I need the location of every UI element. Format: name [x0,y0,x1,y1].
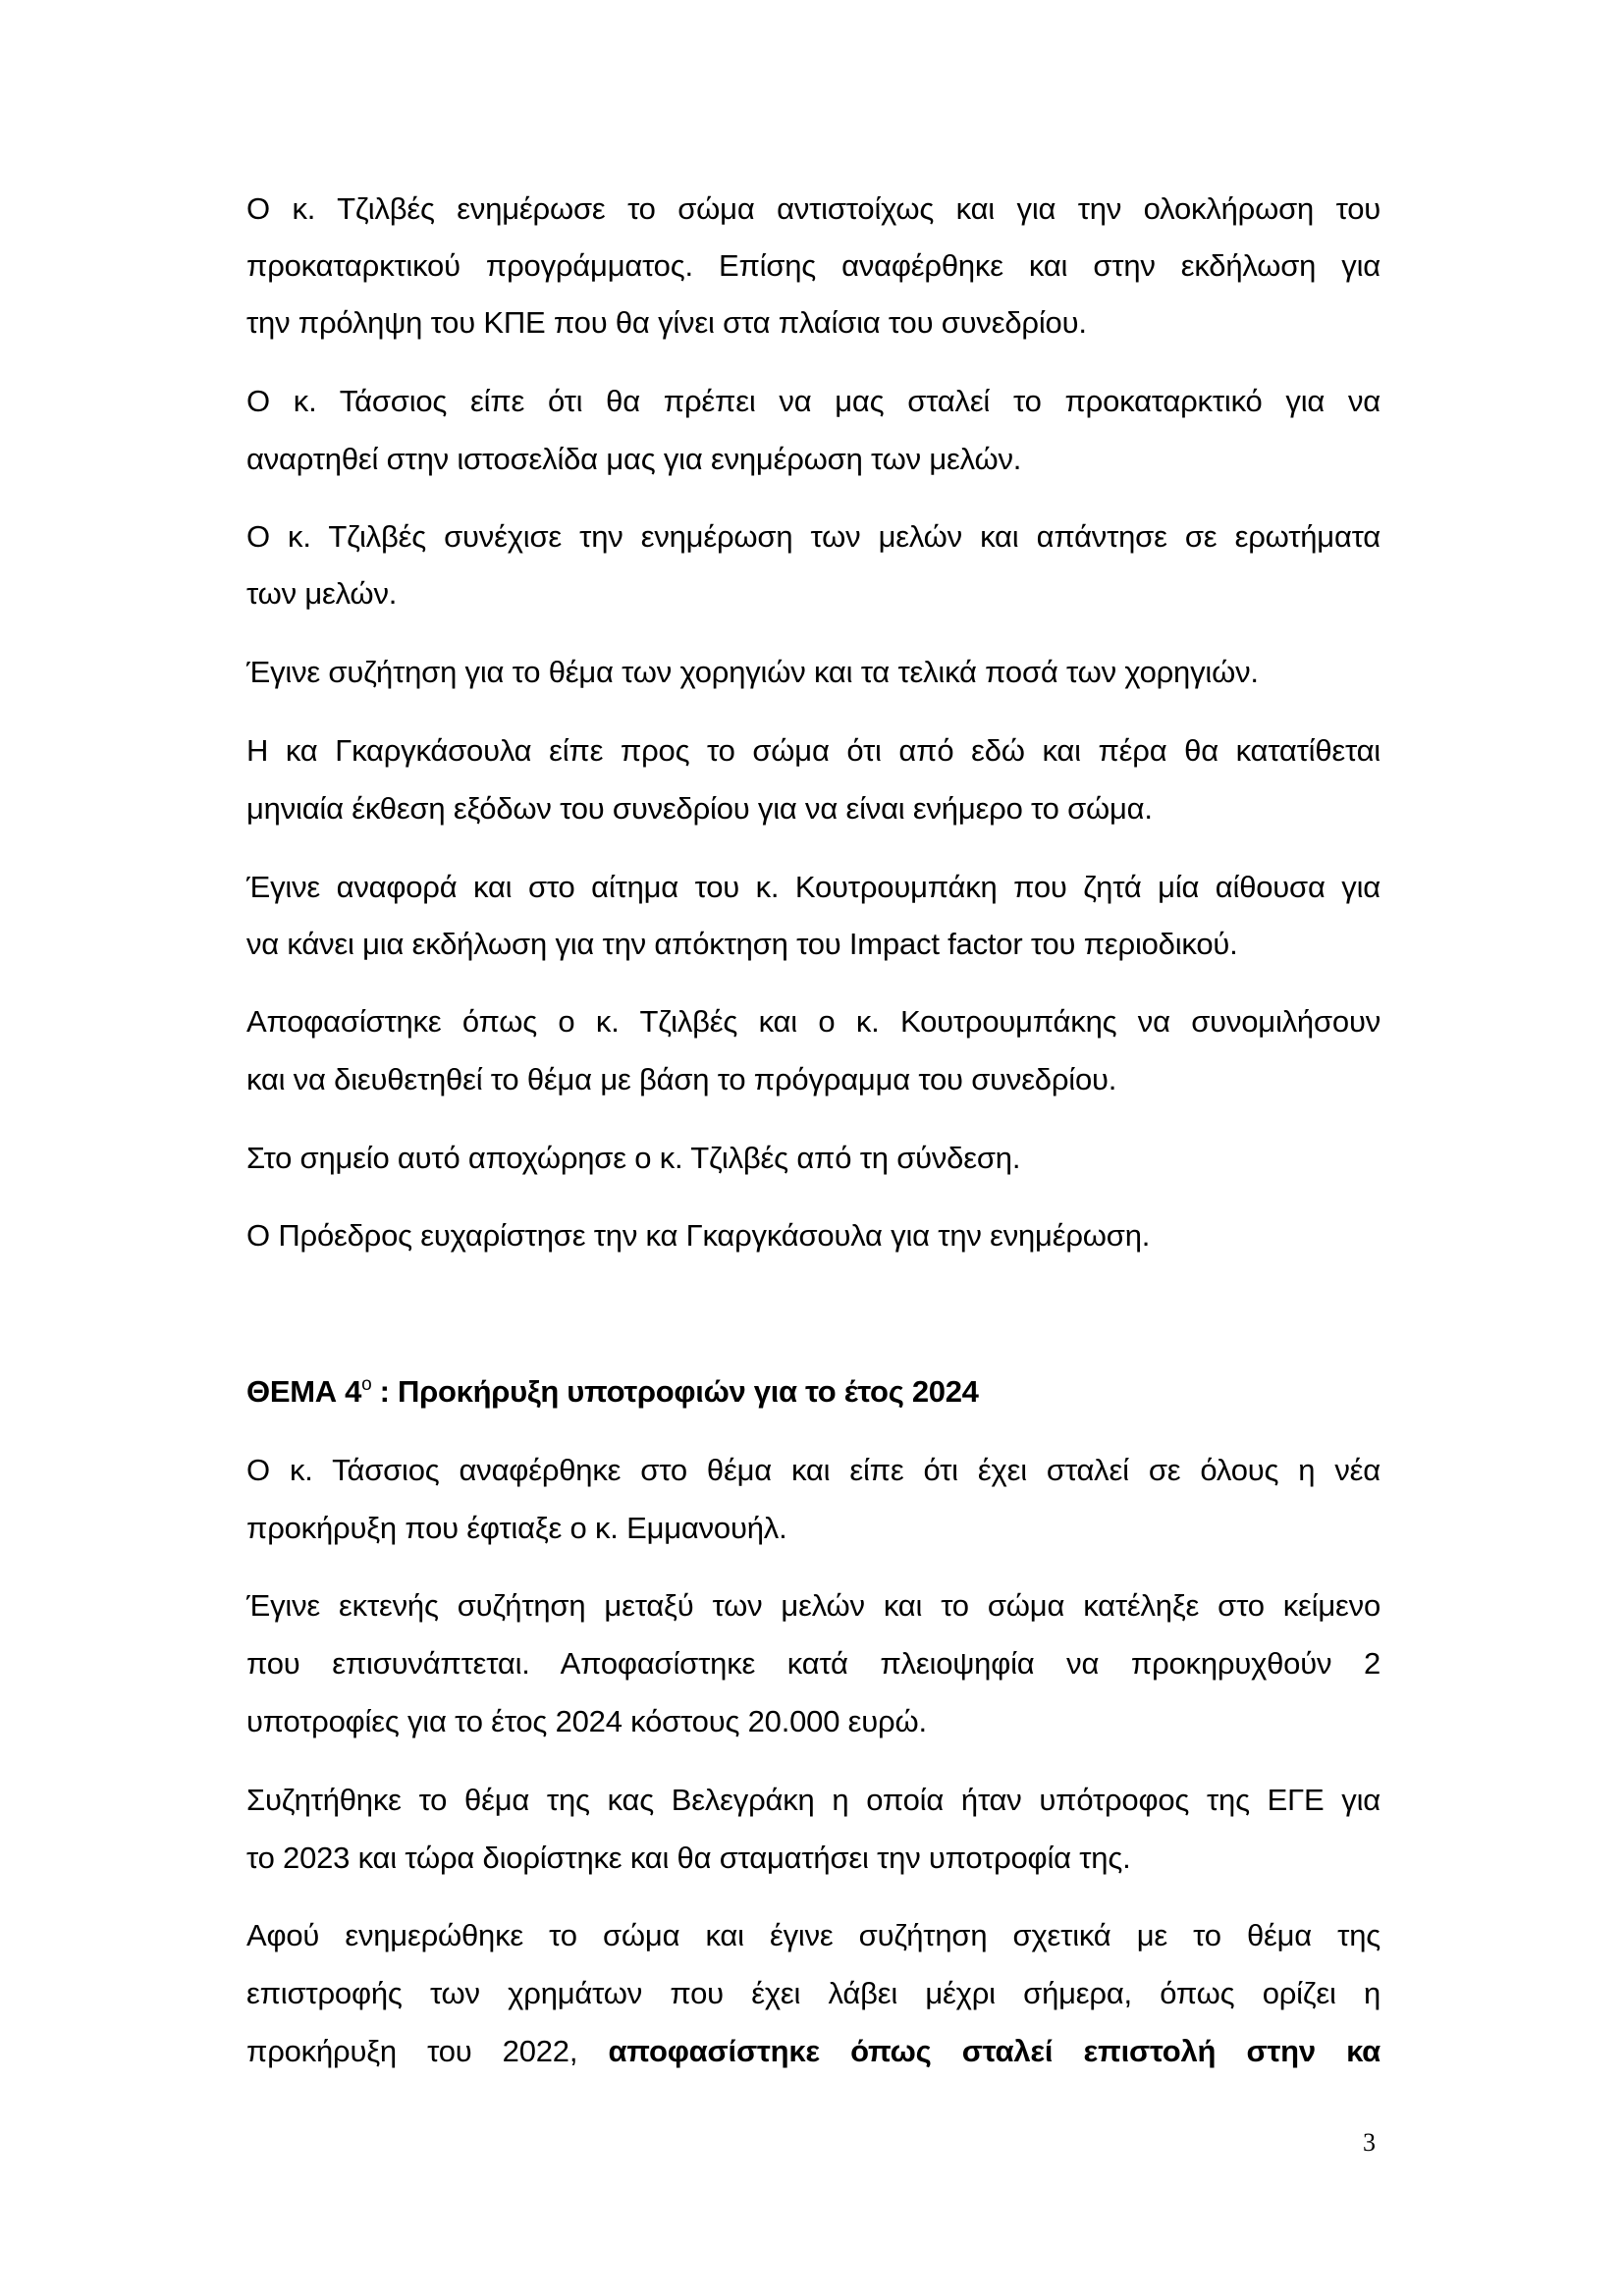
text-line: των μελών. [246,576,398,611]
text-line: την πρόληψη του ΚΠΕ που θα γίνει στα πλαίσια του συνεδρίου. [246,305,1087,340]
text-normal-run: προκήρυξη του 2022, [246,2034,609,2068]
text-line: να κάνει μια εκδήλωση για την απόκτηση του Impact factor του περιοδικού. [246,927,1238,961]
text-line: που επισυνάπτεται. Αποφασίστηκε κατά πλειοψηφία να προκηρυχθούν 2 [246,1646,1380,1681]
text-bold-run: αποφασίστηκε όπως σταλεί επιστολή στην κα [608,2034,1380,2068]
text-line: Έγινε συζήτηση για το θέμα των χορηγιών και τα τελικά ποσά των χορηγιών. [246,655,1259,689]
text-line: επιστροφής των χρημάτων που έχει λάβει μέχρι σήμερα, όπως ορίζει η [246,1976,1380,2010]
text-line: προκήρυξη που έφτιαξε ο κ. Εμμανουήλ. [246,1511,787,1545]
text-line: Στο σημείο αυτό αποχώρησε ο κ. Τζιλβές από τη σύνδεση. [246,1141,1021,1175]
text-line: αναρτηθεί στην ιστοσελίδα μας για ενημέρωση των μελών. [246,442,1022,476]
text-line: Η κα Γκαργκάσουλα είπε προς το σώμα ότι από εδώ και πέρα θα κατατίθεται [246,733,1380,768]
text-line: Αποφασίστηκε όπως ο κ. Τζιλβές και ο κ. Κουτρουμπάκης να συνομιλήσουν [246,1004,1380,1039]
text-line: Ο κ. Τάσσιος αναφέρθηκε στο θέμα και είπε ότι έχει σταλεί σε όλους η νέα [246,1453,1380,1487]
text-line: το 2023 και τώρα διορίστηκε και θα σταματήσει την υποτροφία της. [246,1841,1131,1875]
text-line: Συζητήθηκε το θέμα της κας Βελεγράκη η οποία ήταν υπότροφος της ΕΓΕ για [246,1783,1380,1817]
heading-prefix: ΘΕΜΑ 4 [246,1374,362,1409]
text-line: Ο κ. Τζιλβές συνέχισε την ενημέρωση των μελών και απάντησε σε ερωτήματα [246,519,1380,554]
heading-title: : Προκήρυξη υποτροφιών για το έτος 2024 [371,1374,979,1409]
heading-ordinal-superscript: ο [361,1374,372,1395]
text-line: Ο κ. Τάσσιος είπε ότι θα πρέπει να μας σταλεί το προκαταρκτικό για να [246,384,1380,418]
text-line: υποτροφίες για το έτος 2024 κόστους 20.000 ευρώ. [246,1704,927,1738]
text-line: Έγινε εκτενής συζήτηση μεταξύ των μελών και το σώμα κατέληξε στο κείμενο [246,1588,1380,1623]
text-line: προκαταρκτικού προγράμματος. Επίσης αναφέρθηκε και στην εκδήλωση για [246,248,1380,283]
text-line: Αφού ενημερώθηκε το σώμα και έγινε συζήτηση σχετικά με το θέμα της [246,1918,1380,1952]
text-line: και να διευθετηθεί το θέμα με βάση το πρόγραμμα του συνεδρίου. [246,1062,1117,1096]
section-heading [246,1372,979,1412]
text-line [246,2032,1380,2071]
page-number: 3 [1363,2128,1376,2157]
text-line: μηνιαία έκθεση εξόδων του συνεδρίου για να είναι ενήμερο το σώμα. [246,791,1153,826]
text-line: Ο κ. Τζιλβές ενημέρωσε το σώμα αντιστοίχως και για την ολοκλήρωση του [246,191,1380,226]
text-line: Έγινε αναφορά και στο αίτημα του κ. Κουτρουμπάκη που ζητά μία αίθουσα για [246,870,1380,904]
text-line: Ο Πρόεδρος ευχαρίστησε την κα Γκαργκάσουλα για την ενημέρωση. [246,1218,1151,1253]
